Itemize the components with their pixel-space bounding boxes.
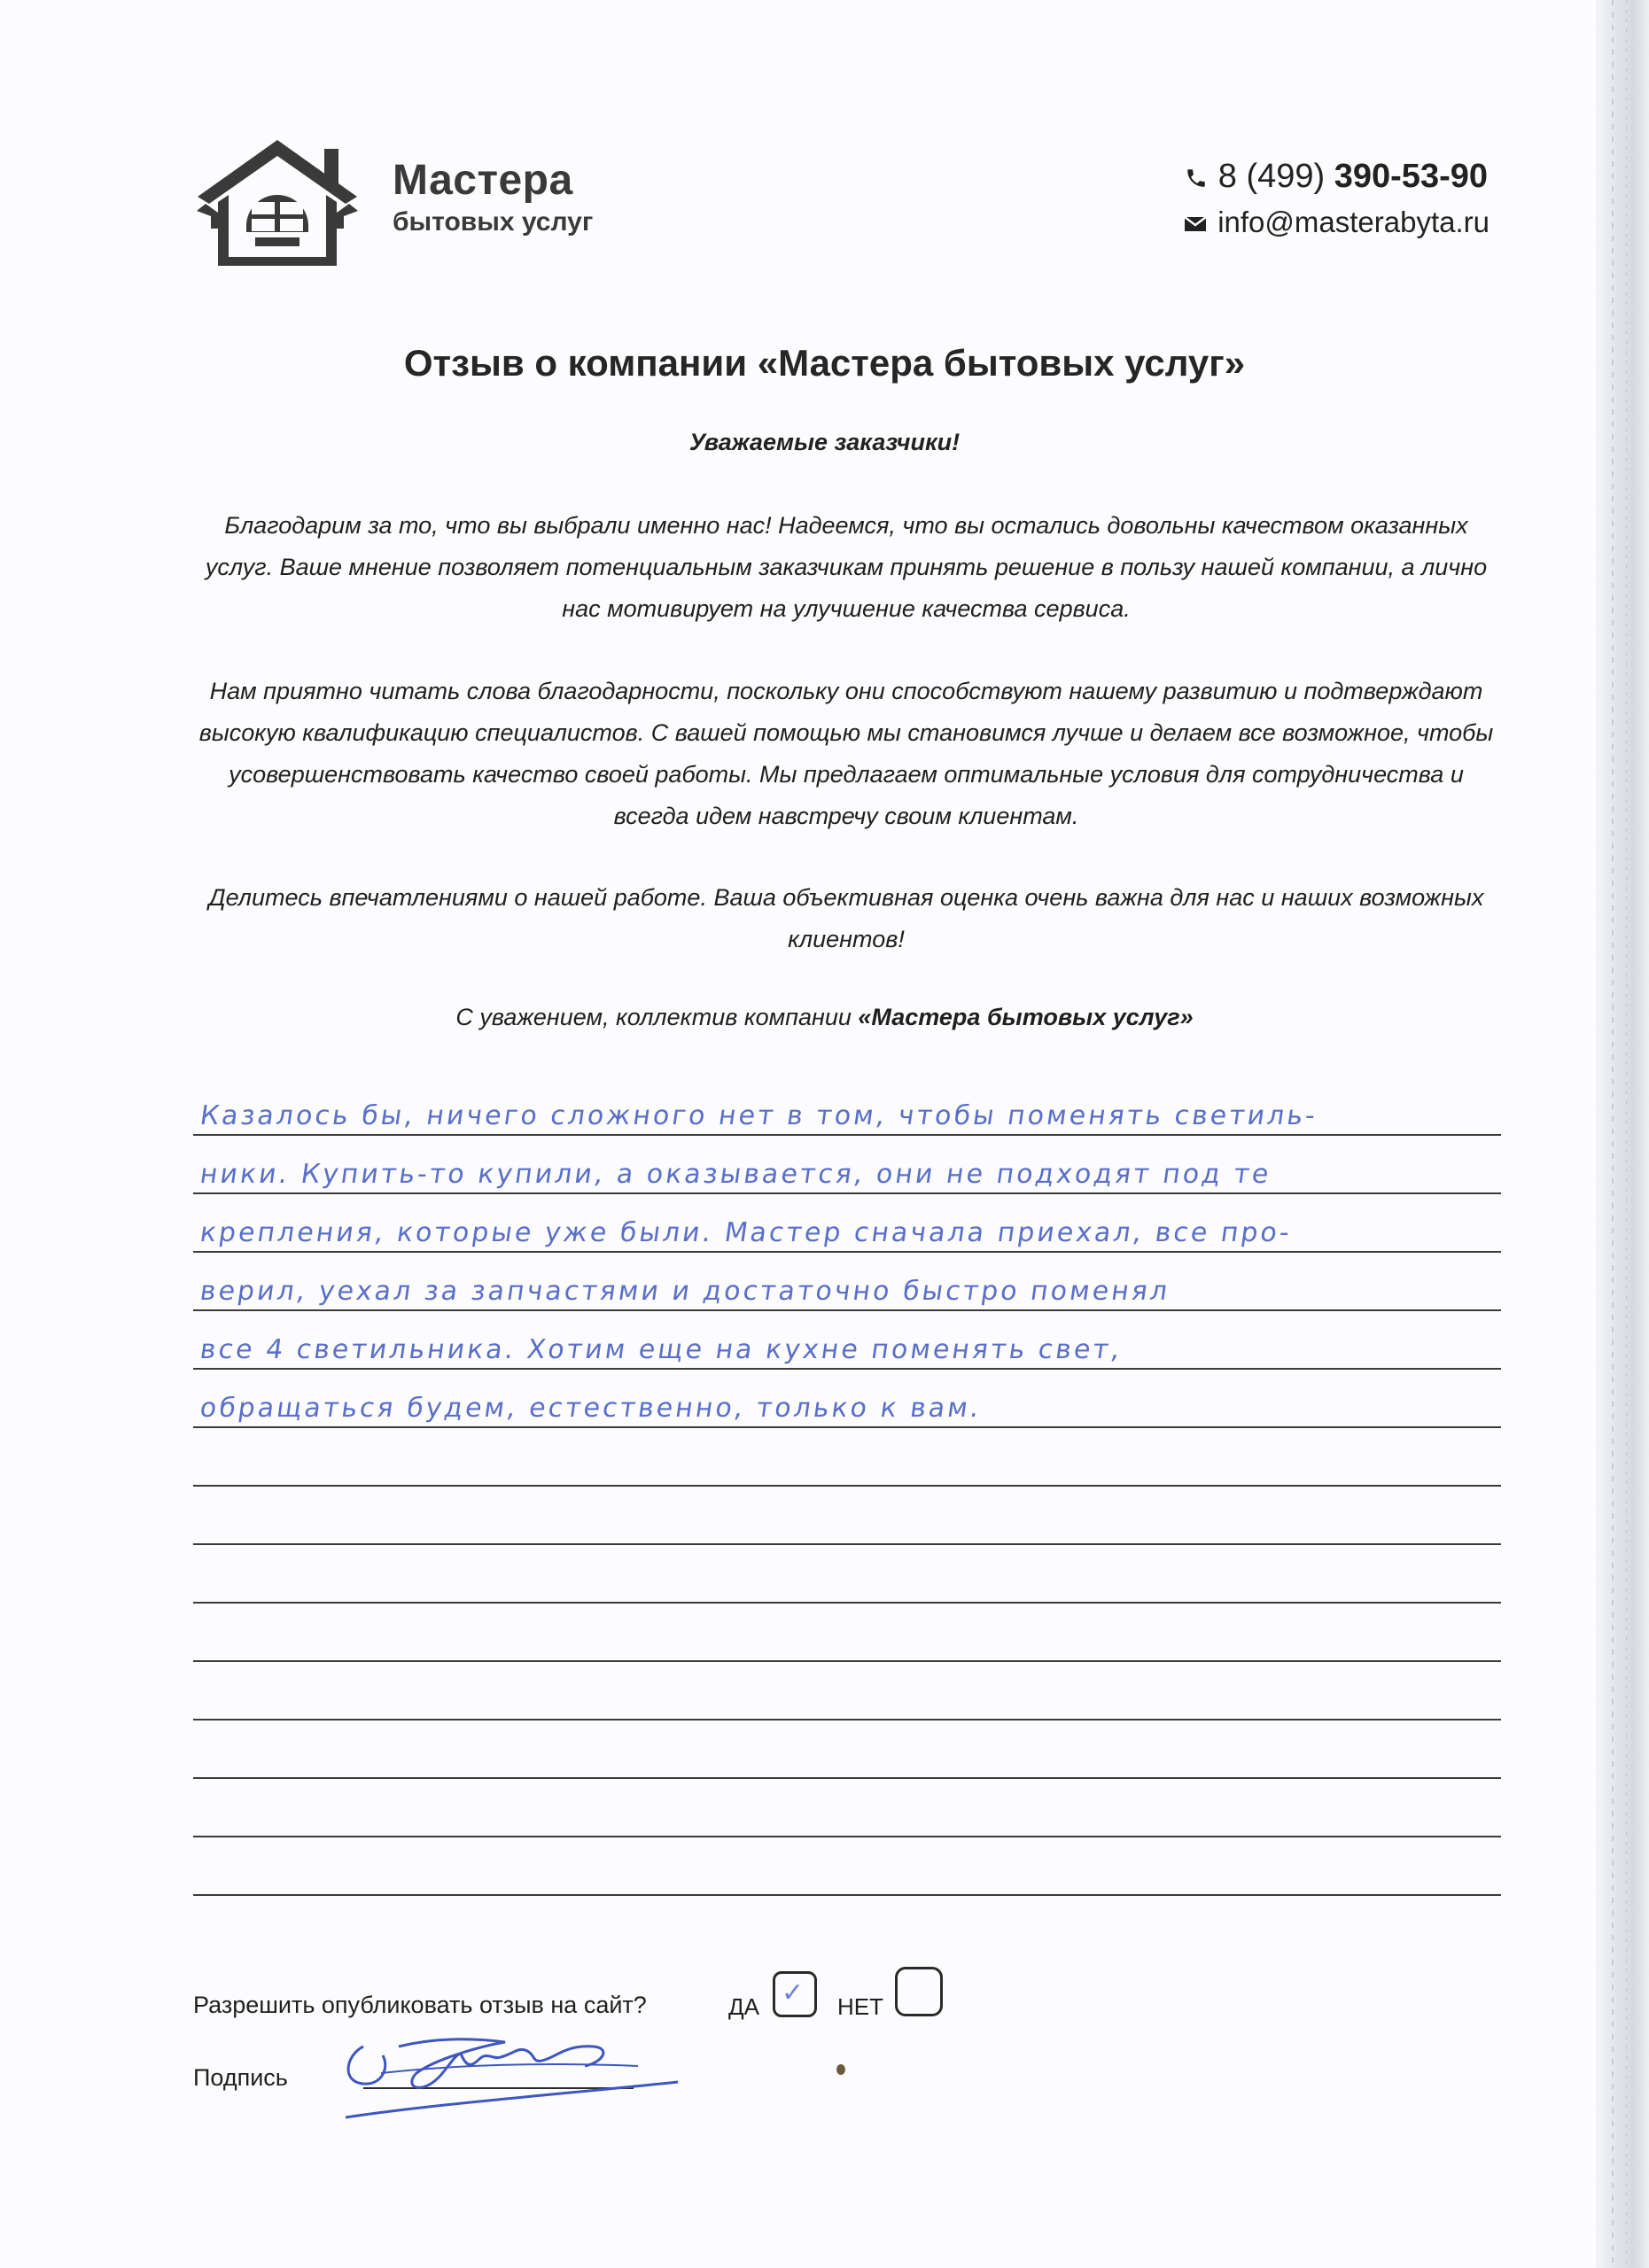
ruled-line [193, 1192, 1501, 1194]
ruled-line [193, 1309, 1501, 1311]
no-checkbox[interactable] [895, 1967, 943, 2016]
salutation: Уважаемые заказчики! [688, 429, 961, 455]
ruled-line [193, 1134, 1501, 1136]
ruled-line [193, 1251, 1501, 1253]
yes-label: ДА [728, 1993, 759, 2020]
signature-label: Подпись [193, 2064, 288, 2091]
phone-number: 390-53-90 [1334, 158, 1488, 195]
no-label: НЕТ [837, 1993, 883, 2020]
phone-prefix: 8 (499) [1217, 158, 1326, 195]
ruled-line [193, 1660, 1501, 1662]
ruled-line [193, 1602, 1501, 1604]
ruled-line [193, 1777, 1501, 1779]
handwritten-line: крепления, которые уже были. Мастер сначала приехал, все про- [198, 1217, 1295, 1248]
envelope-icon [1184, 215, 1207, 233]
handwritten-line: Казалось бы, ничего сложного нет в том, чтобы поменять светиль- [198, 1100, 1320, 1131]
ruled-line [193, 1426, 1501, 1428]
contact-email [1184, 206, 1490, 239]
brand-name: Мастера [393, 157, 573, 204]
page-title: Отзыв о компании «Мастера бытовых услуг» [403, 342, 1246, 384]
handwritten-line: все 4 светильника. Хотим еще на кухне поменять свет, [198, 1334, 1124, 1365]
ruled-line [193, 1543, 1501, 1545]
handwritten-line: верил, уехал за запчастями и достаточно быстро поменял [198, 1276, 1172, 1307]
intro-paragraph-3: Делитесь впечатлениями о нашей работе. Ваша объективная оценка очень важна для нас и наших возможных клиентов! [208, 884, 1484, 952]
ruled-line [193, 1719, 1501, 1720]
ruled-line [193, 1485, 1501, 1487]
ruled-line [193, 1368, 1501, 1370]
publish-question: Разрешить опубликовать отзыв на сайт? [193, 1992, 647, 2018]
handwritten-line: ники. Купить-то купили, а оказывается, они не подходят под те [198, 1159, 1273, 1190]
email-address: info@masterabyta.ru [1217, 206, 1490, 238]
scanner-edge [1596, 0, 1649, 2268]
intro-paragraph-2: Нам приятно читать слова благодарности, поскольку они способствуют нашему развитию и подтверждают высокую квалификацию специалистов. С вашей помощью мы становимся лучше и делаем все возможное, чтобы усовершенствовать качество своей работы. Мы предлагаем оптимальные условия для сотрудничества и всегда идем навстречу своим клиентам. [198, 678, 1494, 829]
signoff-prefix: С уважением, коллектив компании [455, 1004, 852, 1030]
house-tools-logo-icon [193, 133, 362, 275]
intro-paragraph-1: Благодарим за то, что вы выбрали именно нас! Надеемся, что вы остались довольны качеством оказанных услуг. Ваше мнение позволяет потенциальным заказчикам принять решение в пользу нашей компании, а лично нас мотивирует на улучшение качества сервиса. [205, 512, 1488, 622]
ruled-line [193, 1894, 1501, 1896]
contact-phone [1185, 158, 1488, 196]
phone-icon [1185, 167, 1208, 190]
handwritten-line: обращаться будем, естественно, только к вам. [198, 1393, 984, 1424]
signoff-company: «Мастера бытовых услуг» [858, 1004, 1194, 1030]
ruled-line [193, 1836, 1501, 1837]
checkmark-icon: ✓ [782, 1977, 805, 2008]
brand-subtitle: бытовых услуг [393, 207, 594, 237]
ink-spot [836, 2064, 845, 2075]
signature-image [328, 2020, 682, 2135]
signoff [0, 1004, 1649, 1031]
review-text-area[interactable] [193, 1100, 1501, 1905]
